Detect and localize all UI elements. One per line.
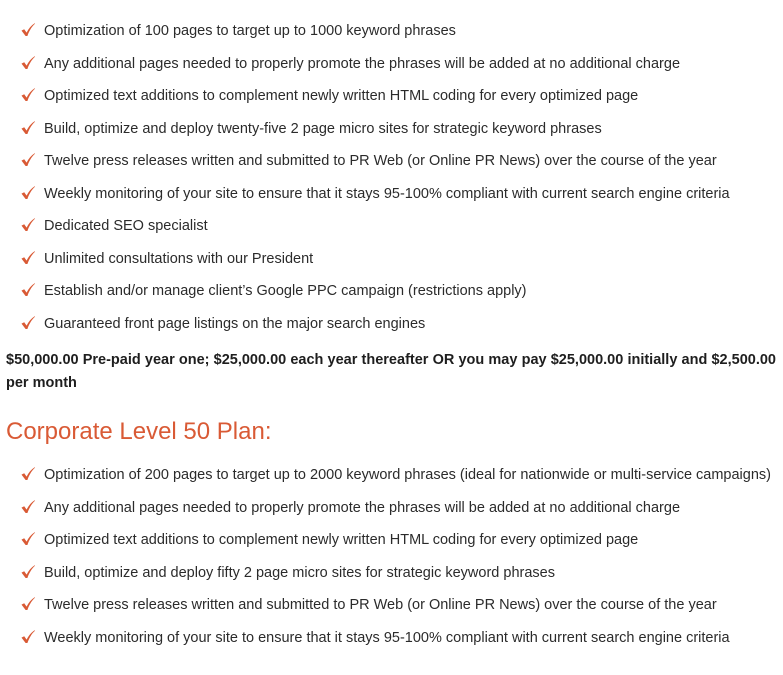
checkmark-icon [20, 250, 36, 266]
list-item [0, 248, 783, 281]
checkmark-icon [20, 466, 36, 482]
feature-text: Optimization of 200 pages to target up to 2000 keyword phrases (ideal for nationwide or multi-service campaigns) [44, 467, 771, 483]
list-item [0, 280, 783, 313]
checkmark-icon [20, 185, 36, 201]
checkmark-icon [20, 315, 36, 331]
list-item [0, 150, 783, 183]
checkmark-icon [20, 87, 36, 103]
checkmark-icon [20, 531, 36, 547]
feature-text: Build, optimize and deploy fifty 2 page micro sites for strategic keyword phrases [44, 564, 555, 581]
list-item [0, 215, 783, 248]
checkmark-icon [20, 596, 36, 612]
list-item [0, 183, 783, 216]
list-item [0, 85, 783, 118]
feature-text: Build, optimize and deploy twenty-five 2 page micro sites for strategic keyword phrases [44, 120, 602, 137]
list-item [0, 627, 783, 649]
checkmark-icon [20, 564, 36, 580]
corporate-plan-feature-list [0, 464, 783, 659]
checkmark-icon [20, 217, 36, 233]
list-item [0, 594, 783, 616]
list-item [0, 497, 783, 519]
feature-text: Twelve press releases written and submitted to PR Web (or Online PR News) over the course of the year [44, 597, 717, 613]
checkmark-icon [20, 499, 36, 515]
feature-text: Unlimited consultations with our President [44, 250, 314, 267]
feature-text: Optimized text additions to complement newly written HTML coding for every optimized page [44, 88, 639, 104]
checkmark-icon [20, 282, 36, 298]
list-item [0, 53, 783, 86]
list-item [0, 313, 783, 346]
list-item [0, 20, 783, 53]
feature-text: Guaranteed front page listings on the major search engines [44, 315, 426, 332]
list-item [0, 118, 783, 151]
feature-text: Optimization of 100 pages to target up to 1000 keyword phrases [44, 23, 456, 39]
feature-text: Weekly monitoring of your site to ensure that it stays 95-100% compliant with current search engine criteria [44, 185, 730, 202]
checkmark-icon [20, 55, 36, 71]
list-item [0, 529, 783, 551]
list-item [0, 562, 783, 584]
feature-text: Establish and/or manage client’s Google PPC campaign (restrictions apply) [44, 283, 527, 299]
checkmark-icon [20, 120, 36, 136]
feature-text: Dedicated SEO specialist [44, 218, 208, 234]
feature-text: Any additional pages needed to properly promote the phrases will be added at no additional charge [44, 499, 681, 516]
list-item [0, 464, 783, 486]
checkmark-icon [20, 152, 36, 168]
feature-text: Any additional pages needed to properly promote the phrases will be added at no additional charge [44, 55, 681, 72]
previous-plan-price: $50,000.00 Pre-paid year one; $25,000.00 each year thereafter OR you may pay $25,000.00 initially and $2,500.00 per month [6, 352, 776, 391]
checkmark-icon [20, 22, 36, 38]
feature-text: Twelve press releases written and submitted to PR Web (or Online PR News) over the course of the year [44, 153, 717, 169]
feature-text: Weekly monitoring of your site to ensure that it stays 95-100% compliant with current search engine criteria [44, 629, 730, 646]
previous-plan-feature-list [0, 20, 783, 345]
feature-text: Optimized text additions to complement newly written HTML coding for every optimized page [44, 532, 639, 548]
checkmark-icon [20, 629, 36, 645]
corporate-plan-title: Corporate Level 50 Plan: [6, 418, 272, 445]
